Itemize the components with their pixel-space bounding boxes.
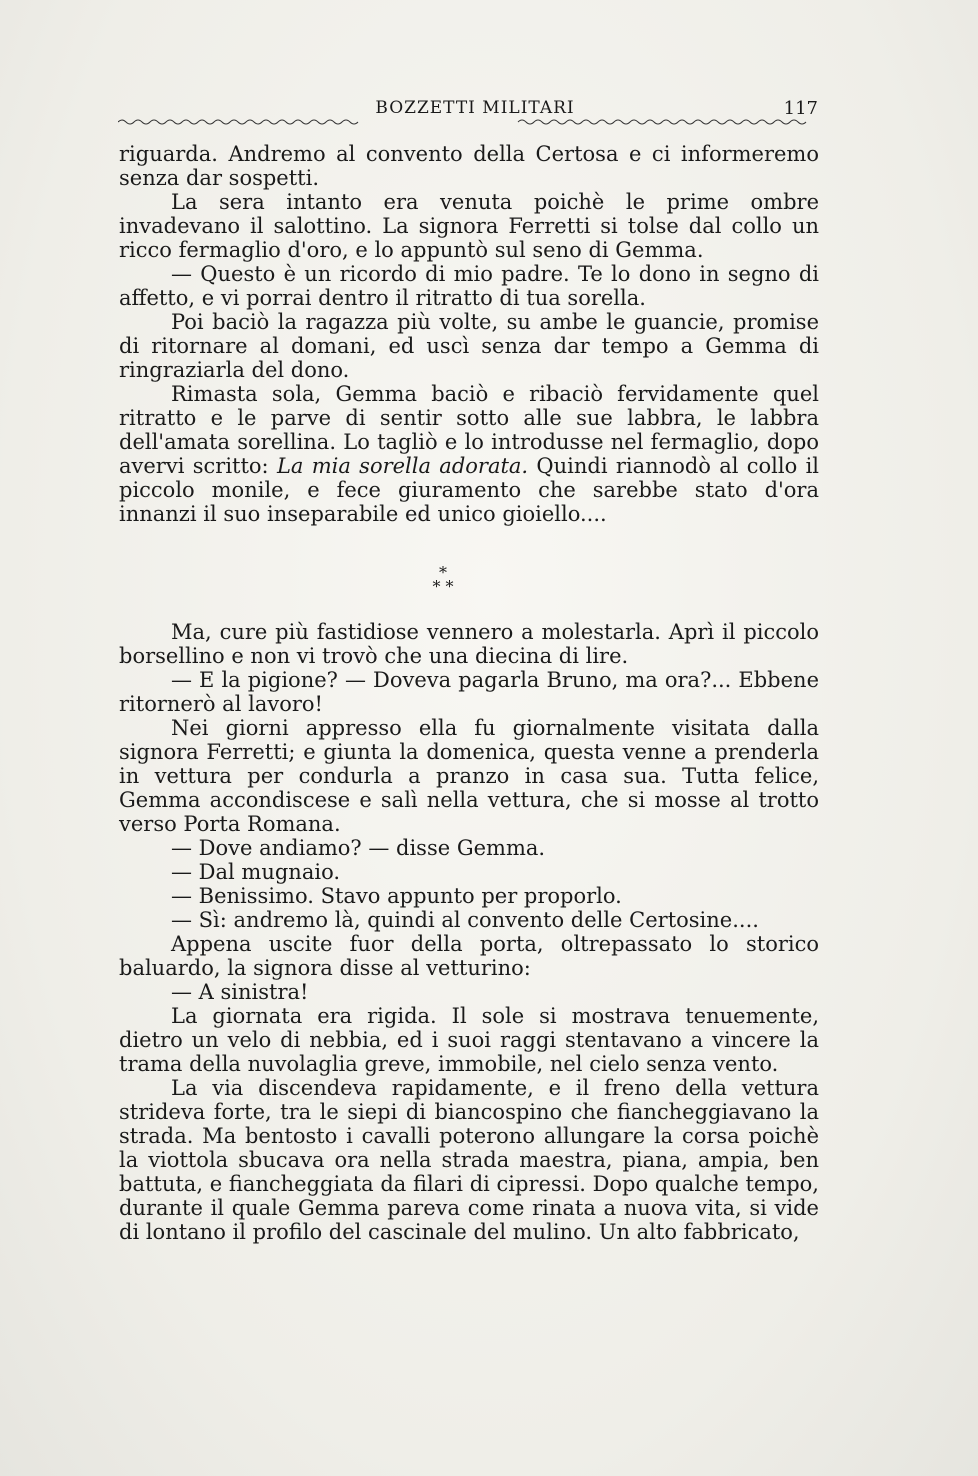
paragraph-text: Rimasta sola, Gemma baciò e ribaciò fervidamente quel ritratto e le parve di sentir sotto alle sue labbra, le labbra dell'amata sorellina. Lo tagliò e lo introdusse nel fermaglio, dopo avervi scritto: (119, 382, 819, 478)
dialogue-line: — Dove andiamo? — disse Gemma. (171, 836, 546, 860)
asterism-top: * (439, 563, 447, 582)
page-number: 117 (783, 98, 818, 119)
asterism-bottom: * * (432, 577, 454, 596)
dialogue-line: — E la pigione? — Doveva pagarla Bruno, ma ora?... Ebbene ritornerò al lavoro! (119, 668, 819, 716)
paragraph: riguarda. Andremo al convento della Certosa e ci informeremo senza dar sospetti. (119, 142, 819, 190)
dialogue-line: — Questo è un ricordo di mio padre. Te lo dono in segno di affetto, e vi porrai dentro il ritratto di tua sorella. (119, 262, 819, 310)
paragraph (119, 382, 819, 526)
dialogue-line: — Dal mugnaio. (171, 860, 341, 884)
dialogue-line: — Sì: andremo là, quindi al convento delle Certosine.... (171, 908, 759, 932)
dialogue-line: — A sinistra! (171, 980, 309, 1004)
dialogue-line: — Benissimo. Stavo appunto per proporlo. (171, 884, 622, 908)
wavy-rule (118, 116, 818, 128)
paragraph-text: Quindi riannodò al collo il piccolo monile, e fece giuramento che sarebbe stato d'ora innanzi il suo inseparabile ed unico gioiello.... (119, 454, 820, 526)
running-title: BOZZETTI MILITARI (375, 98, 575, 118)
text-block-top (119, 142, 819, 526)
paragraph: La sera intanto era venuta poichè le prime ombre invadevano il salottino. La signora Ferretti si tolse dal collo un ricco fermaglio d'oro, e lo appuntò sul seno di Gemma. (119, 190, 819, 262)
paragraph: Nei giorni appresso ella fu giornalmente visitata dalla signora Ferretti; e giunta la domenica, questa venne a prenderla in vettura per condurla a pranzo in casa sua. Tutta felice, Gemma accondiscese e salì nella vettura, che si mosse al trotto verso Porta Romana. (119, 716, 819, 836)
paragraph: Appena uscite fuor della porta, oltrepassato lo storico baluardo, la signora disse al vetturino: (119, 932, 819, 980)
paragraph: La via discendeva rapidamente, e il freno della vettura strideva forte, tra le siepi di biancospino che fiancheggiavano la strada. Ma bentosto i cavalli poterono allungare la corsa poichè la viottola sbucava ora nella strada maestra, piana, ampia, ben battuta, e fiancheggiata da filari di cipressi. Dopo qualche tempo, durante il quale Gemma pareva come rinata a nuova vita, si vide di lontano il profilo del cascinale del mulino. Un alto fabbricato, (119, 1076, 819, 1244)
running-header (118, 98, 818, 130)
italic-inscription: La mia sorella adorata. (276, 454, 529, 478)
paragraph: Poi baciò la ragazza più volte, su ambe le guancie, promise di ritornare al domani, ed uscì senza dar tempo a Gemma di ringraziarla del dono. (119, 310, 819, 382)
asterism (418, 563, 468, 606)
text-block-bottom (119, 620, 819, 1244)
paragraph: Ma, cure più fastidiose vennero a molestarla. Aprì il piccolo borsellino e non vi trovò che una diecina di lire. (119, 620, 819, 668)
paragraph: La giornata era rigida. Il sole si mostrava tenuemente, dietro un velo di nebbia, ed i suoi raggi stentavano a vincere la trama della nuvolaglia greve, immobile, nel cielo senza vento. (119, 1004, 819, 1076)
